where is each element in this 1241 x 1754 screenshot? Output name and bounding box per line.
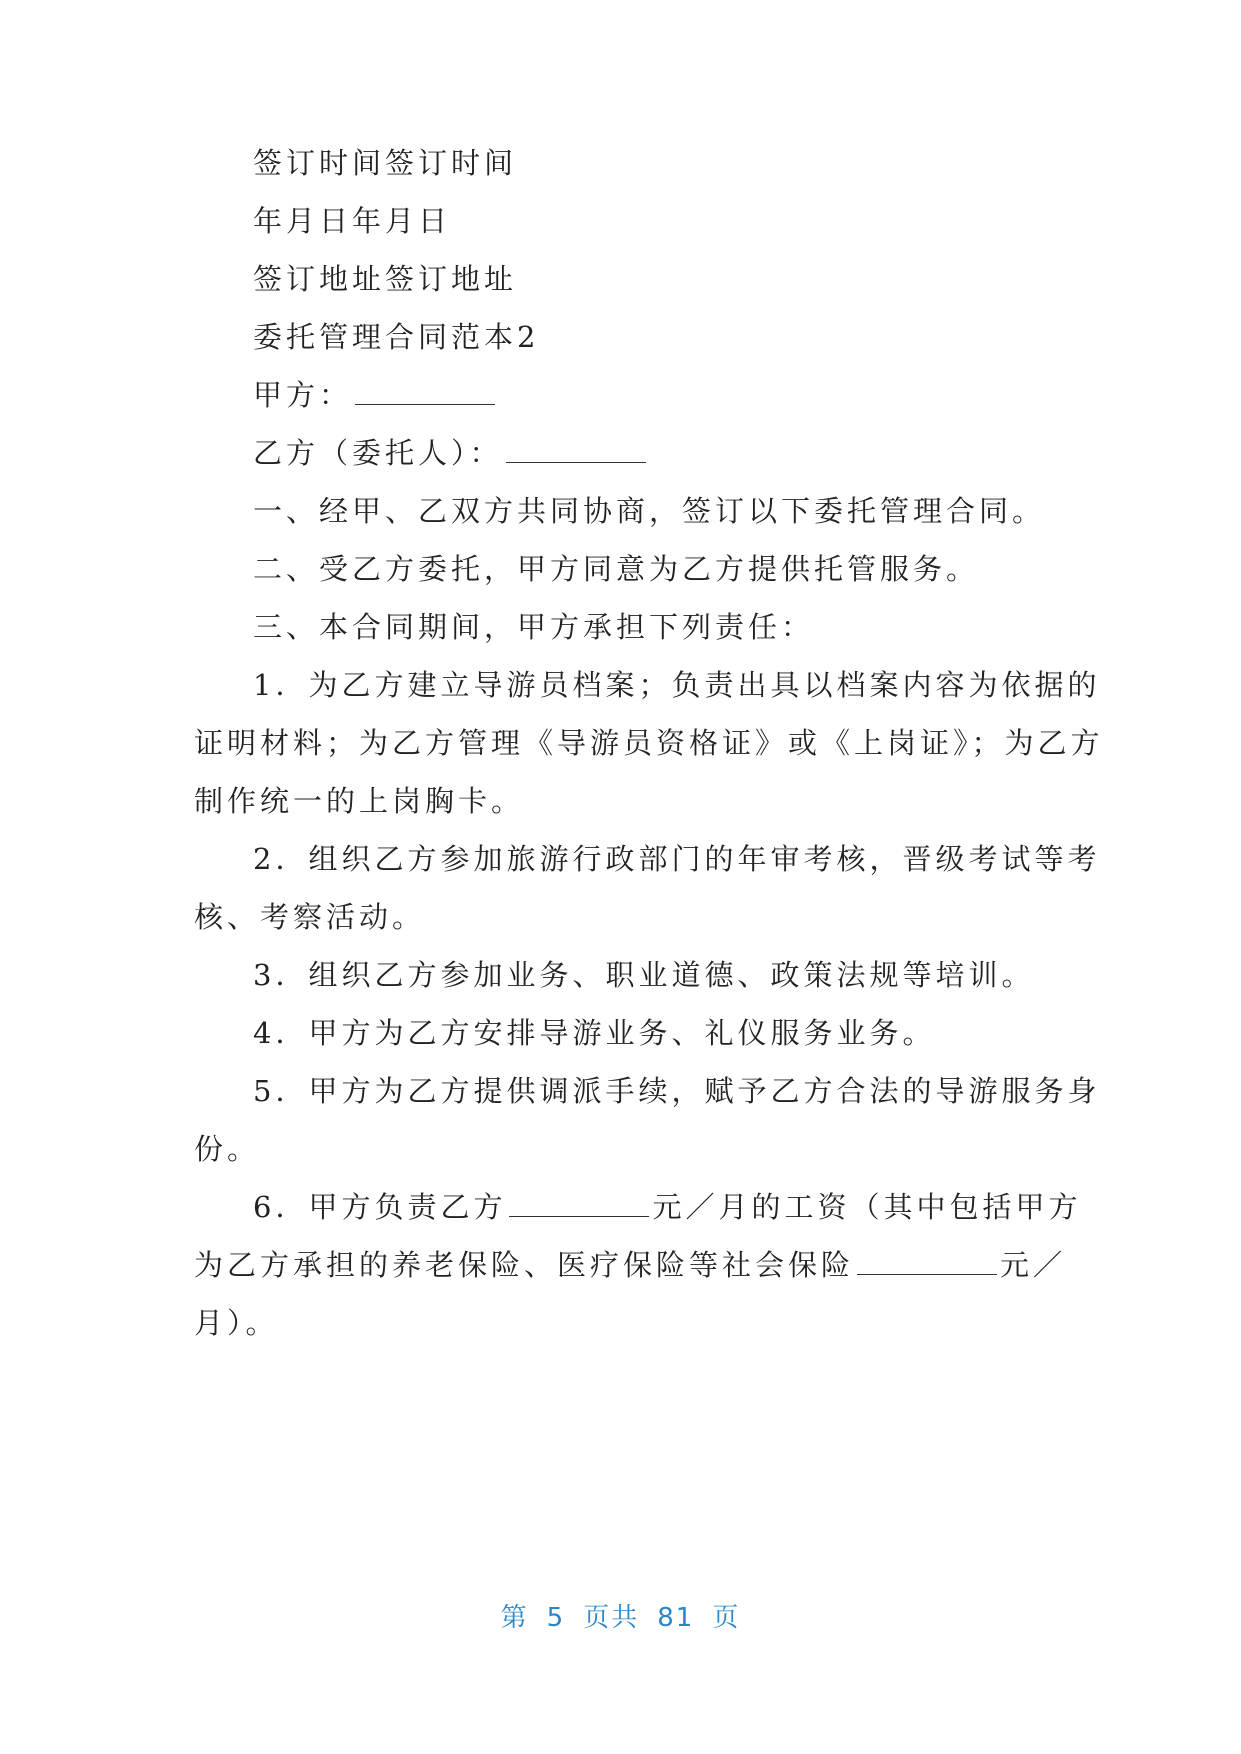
footer-total-pages: 81 [657,1603,695,1633]
date-line: 年月日年月日 [253,204,452,238]
item-1-line-1: 1．为乙方建立导游员档案；负责出具以档案内容为依据的 [253,668,1101,702]
footer-page-number: 5 [546,1603,566,1633]
paragraph-2: 二、受乙方委托，甲方同意为乙方提供托管服务。 [253,552,980,586]
insurance-blank [857,1248,997,1275]
item-6-line-3: 月）。 [194,1306,279,1340]
salary-blank [509,1190,649,1217]
party-b-line [253,434,1113,472]
item-6-salary-text: 6．甲方负责乙方 [253,1190,507,1224]
item-3-line: 3．组织乙方参加业务、职业道德、政策法规等培训。 [253,958,1035,992]
item-6-salary-unit: 元／月的工资（其中包括甲方 [652,1190,1082,1224]
item-6-line-1 [253,1188,1113,1226]
contract-title-line: 委托管理合同范本2 [253,320,540,354]
signing-address-line: 签订地址签订地址 [253,262,518,296]
party-b-label: 乙方（委托人）： [253,436,503,470]
item-2-line-2: 核、考察活动。 [194,900,426,934]
paragraph-1: 一、经甲、乙双方共同协商，签订以下委托管理合同。 [253,494,1046,528]
party-a-blank [355,378,495,405]
item-4-line: 4．甲方为乙方安排导游业务、礼仪服务业务。 [253,1016,936,1050]
item-1-line-3: 制作统一的上岗胸卡。 [194,784,525,818]
footer-suffix: 页 [712,1603,741,1633]
paragraph-3: 三、本合同期间，甲方承担下列责任： [253,610,815,644]
party-a-label: 甲方： [253,378,353,412]
item-6-line-2 [194,1246,1067,1284]
party-a-line [253,376,1113,414]
page-footer [0,1597,1241,1634]
item-6-insurance-text: 为乙方承担的养老保险、医疗保险等社会保险 [194,1248,855,1282]
item-2-line-1: 2．组织乙方参加旅游行政部门的年审考核，晋级考试等考 [253,842,1101,876]
footer-prefix: 第 [500,1603,529,1633]
item-5-line-1: 5．甲方为乙方提供调派手续，赋予乙方合法的导游服务身 [253,1074,1101,1108]
item-5-line-2: 份。 [194,1132,261,1166]
footer-middle: 页共 [583,1603,640,1633]
party-b-blank [506,436,646,463]
signing-time-line: 签订时间签订时间 [253,146,518,180]
item-6-insurance-unit: 元／ [1000,1248,1067,1282]
item-1-line-2: 证明材料；为乙方管理《导游员资格证》或《上岗证》；为乙方 [194,726,1104,760]
